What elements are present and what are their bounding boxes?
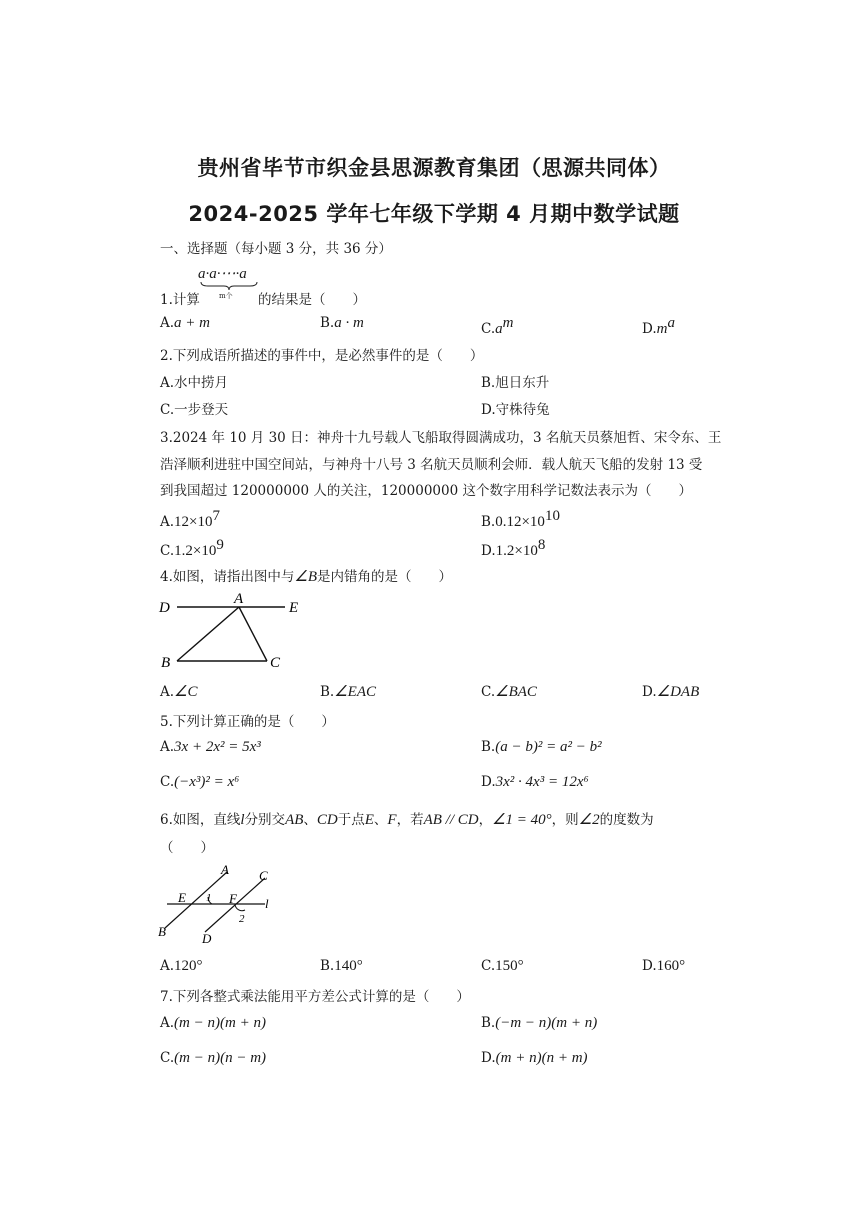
q3-option-d[interactable]: $D.1.2\times 10^8$ <box>481 537 546 559</box>
q2-option-d[interactable]: D.守株待兔 <box>481 402 550 418</box>
q7-option-c[interactable]: C.(m − n)(n − m) <box>160 1050 267 1066</box>
q5-option-c[interactable]: C.(−x³)² = x⁶ <box>160 774 240 790</box>
q2-option-c[interactable]: C.一步登天 <box>160 402 229 418</box>
q6-option-b[interactable]: B.140° <box>320 958 363 974</box>
q4-option-b[interactable]: B.∠EAC <box>320 684 376 700</box>
label-angle1: 1 <box>206 892 212 904</box>
q3-option-a[interactable]: $A.12\times 10^7$ <box>160 508 221 530</box>
q7-option-d[interactable]: D.(m + n)(n + m) <box>481 1050 588 1066</box>
q1-stem-prefix: 1.计算 <box>160 292 200 308</box>
q4-option-d[interactable]: D.∠DAB <box>642 684 700 700</box>
q4-option-c[interactable]: C.∠BAC <box>481 684 537 700</box>
q3-option-b[interactable]: $B.0.12\times 10^{10}$ <box>481 508 560 530</box>
q3-stem-line2: 浩泽顺利进驻中国空间站，与神舟十八号 3 名航天员顺利会师．载人航天飞船的发射 13 受 <box>160 457 703 473</box>
q4-triangle-figure <box>155 590 315 675</box>
label-d: D <box>202 931 212 946</box>
q1-option-d[interactable]: $D.m^a$ <box>642 315 675 337</box>
q3-option-c[interactable]: $C.1.2\times 10^9$ <box>160 537 224 559</box>
segment-ac <box>239 607 267 661</box>
q6-stem-line1: 6.如图，直线l分别交AB、CD于点E、F，若AB // CD，∠1 = 40°，则∠2的度数为 <box>160 812 654 828</box>
label-angle2: 2 <box>239 913 245 925</box>
label-c: C <box>259 868 268 883</box>
label-l: l <box>265 896 269 911</box>
q4-stem: 4.如图，请指出图中与∠B是内错角的是（ ） <box>160 569 453 585</box>
q1-option-b[interactable]: B.a · m <box>320 315 364 331</box>
exam-title-line2: 2024-2025 学年七年级下学期 4 月期中数学试题 <box>188 202 680 226</box>
q5-option-d[interactable]: D.3x² · 4x³ = 12x⁶ <box>481 774 589 790</box>
label-c: C <box>270 655 281 671</box>
label-e: E <box>289 600 299 616</box>
label-a: A <box>234 591 244 607</box>
label-e: E <box>178 890 186 905</box>
q2-option-b[interactable]: B.旭日东升 <box>481 375 550 391</box>
q5-stem: 5.下列计算正确的是（ ） <box>160 714 335 730</box>
q3-stem-line1: 3.2024 年 10 月 30 日：神舟十九号载人飞船取得圆满成功，3 名航天员蔡旭哲、宋令东、王 <box>160 430 722 446</box>
label-d: D <box>159 600 170 616</box>
label-b: B <box>158 924 166 939</box>
q7-option-b[interactable]: B.(−m − n)(m + n) <box>481 1015 598 1031</box>
q2-option-a[interactable]: A.水中捞月 <box>160 375 229 391</box>
q3-stem-line3: 到我国超过 120000000 人的关注，120000000 这个数字用科学记数法表示为（ ） <box>160 483 692 499</box>
q1-stem-suffix: 的结果是（ ） <box>258 292 366 308</box>
q1-brace-expression: a·a·⋯·a <box>198 266 247 282</box>
label-f: F <box>229 891 237 906</box>
q5-option-b[interactable]: B.(a − b)² = a² − b² <box>481 739 602 755</box>
q7-option-a[interactable]: A.(m − n)(m + n) <box>160 1015 266 1031</box>
q2-stem: 2.下列成语所描述的事件中，是必然事件的是（ ） <box>160 348 484 364</box>
q1-option-a[interactable]: A.a + m <box>160 315 211 331</box>
q6-option-d[interactable]: D.160° <box>642 958 686 974</box>
q4-option-a[interactable]: A.∠C <box>160 684 198 700</box>
line-ab <box>165 872 227 928</box>
underbrace-icon <box>200 281 258 291</box>
q6-stem-line2: （ ） <box>160 840 214 856</box>
q1-brace-note: m个 <box>219 292 233 300</box>
q1-option-c[interactable]: $C.a^m$ <box>481 315 514 337</box>
q7-stem: 7.下列各整式乘法能用平方差公式计算的是（ ） <box>160 989 470 1005</box>
q6-parallel-lines-figure <box>155 860 285 950</box>
segment-ba <box>177 607 239 661</box>
q6-option-a[interactable]: A.120° <box>160 958 203 974</box>
label-a: A <box>221 862 229 877</box>
q6-option-c[interactable]: C.150° <box>481 958 524 974</box>
exam-title-line1: 贵州省毕节市织金县思源教育集团（思源共同体） <box>197 156 671 180</box>
q5-option-a[interactable]: A.3x + 2x² = 5x³ <box>160 739 261 755</box>
label-b: B <box>161 655 171 671</box>
section-heading: 一、选择题（每小题 3 分，共 36 分） <box>160 241 392 257</box>
